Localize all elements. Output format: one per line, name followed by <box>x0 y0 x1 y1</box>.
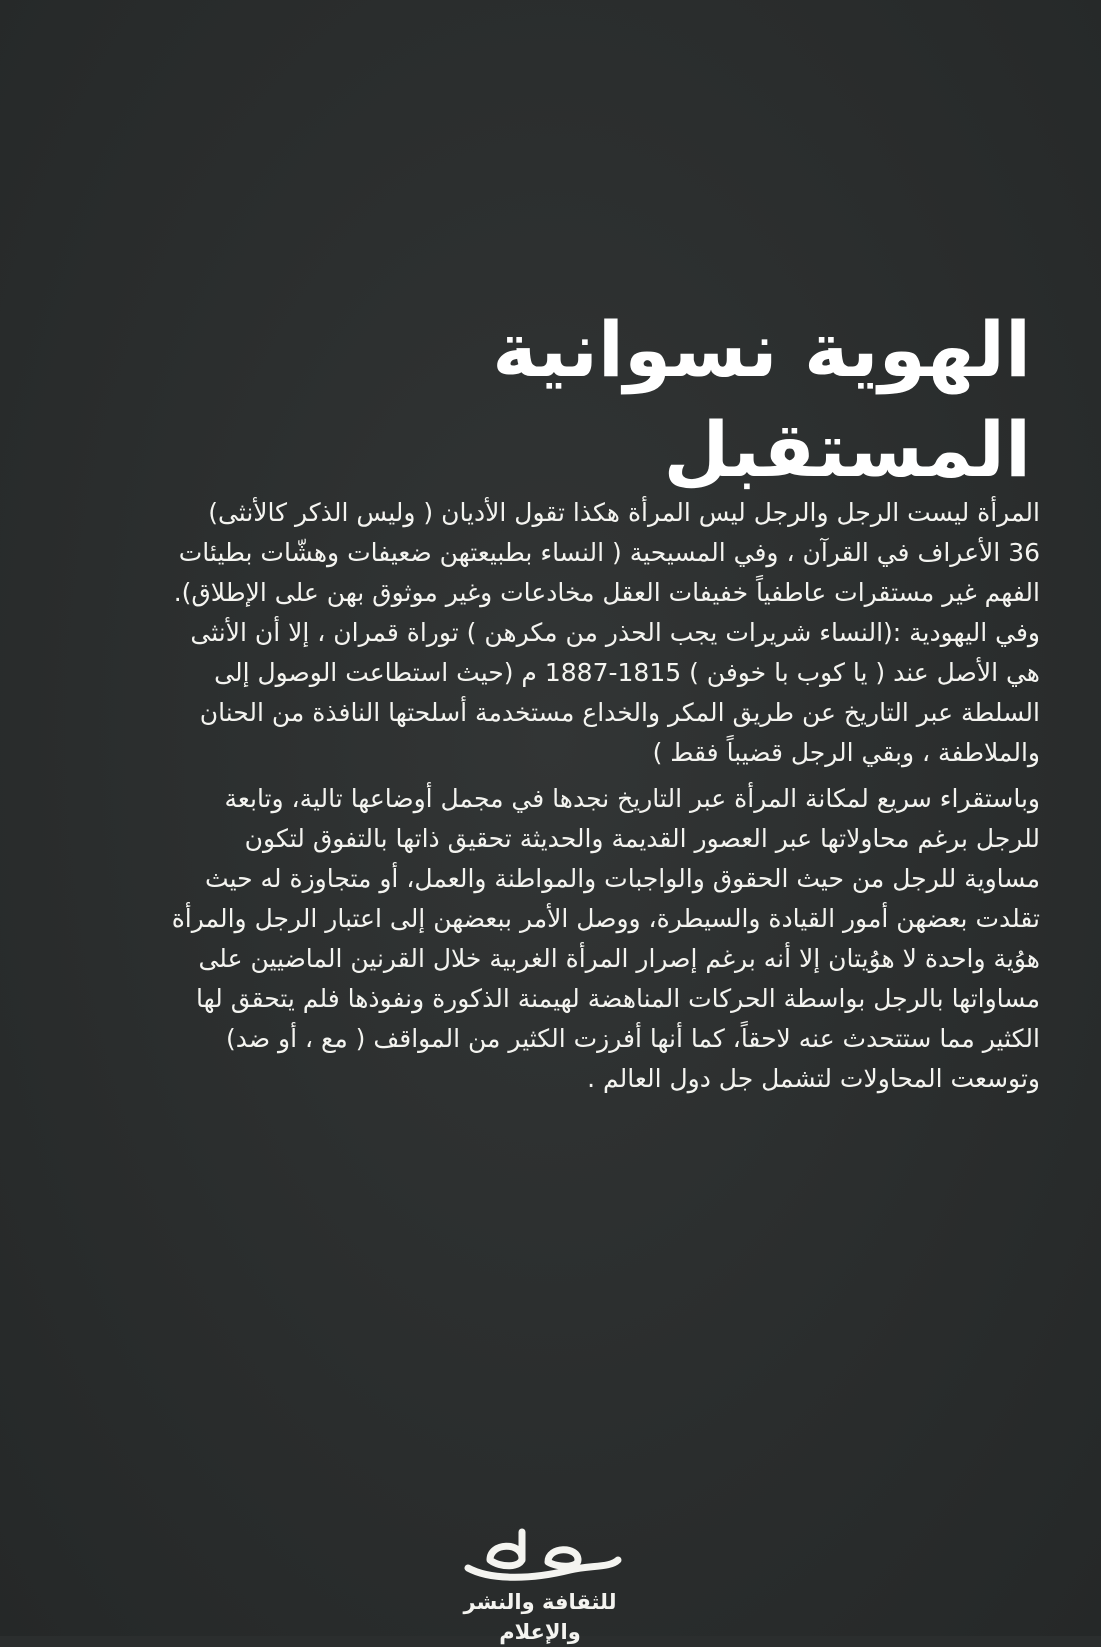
blurb-line: هي الأصل عند ( يا كوب با خوفن ) 1815-1887 م (حيث استطاعت الوصول إلى <box>214 658 1040 687</box>
blurb-line: وتوسعت المحاولات لتشمل جل دول العالم . <box>587 1064 1040 1093</box>
blurb-line: السلطة عبر التاريخ عن طريق المكر والخداع مستخدمة أسلحتها النافذة من الحنان <box>199 698 1040 727</box>
blurb-line: تقلدت بعضهن أمور القيادة والسيطرة، ووصل الأمر ببعضهن إلى اعتبار الرجل والمرأة <box>171 904 1040 933</box>
blurb-line: وفي اليهودية :(النساء شريرات يجب الحذر من مكرهن ) توراة قمران ، إلا أن الأنثى <box>190 618 1040 647</box>
blurb-line: الكثير مما ستتحدث عنه لاحقاً، كما أنها أفرزت الكثير من المواقف ( مع ، أو ضد) <box>226 1024 1040 1053</box>
book-title: الهوية نسوانية المستقبل <box>492 305 1031 494</box>
blurb-line: مساواتها بالرجل بواسطة الحركات المناهضة لهيمنة الذكورة ونفوذها فلم يتحقق لها <box>196 984 1040 1013</box>
publisher-logo-icon <box>460 1528 625 1586</box>
blurb-line: المرأة ليست الرجل والرجل ليس المرأة هكذا تقول الأديان ( وليس الذكر كالأنثى) <box>208 498 1040 527</box>
blurb-line: هوُية واحدة لا هوُيتان إلا أنه برغم إصرار المرأة الغربية خلال القرنين الماضيين على <box>198 944 1040 973</box>
blurb-line: والملاطفة ، وبقي الرجل قضيباً فقط ) <box>652 738 1040 767</box>
blurb-line: مساوية للرجل من حيث الحقوق والواجبات والمواطنة والعمل، أو متجاوزة له حيث <box>205 864 1040 893</box>
blurb-line: وباستقراء سريع لمكانة المرأة عبر التاريخ نجدها في مجمل أوضاعها تالية، وتابعة <box>224 784 1040 813</box>
blurb-text <box>40 493 1040 1099</box>
blurb-line: 36 الأعراف في القرآن ، وفي المسيحية ( النساء بطبيعتهن ضعيفات وهشّات بطيئات <box>178 538 1040 567</box>
publisher-name: للثقافة والنشر والإعلام <box>463 1590 617 1644</box>
blurb-line: الفهم غير مستقرات عاطفياً خفيفات العقل مخادعات وغير موثوق بهن على الإطلاق). <box>173 578 1040 607</box>
blurb-line: للرجل برغم محاولاتها عبر العصور القديمة والحديثة تحقيق ذاتها بالتفوق لتكون <box>244 824 1040 853</box>
